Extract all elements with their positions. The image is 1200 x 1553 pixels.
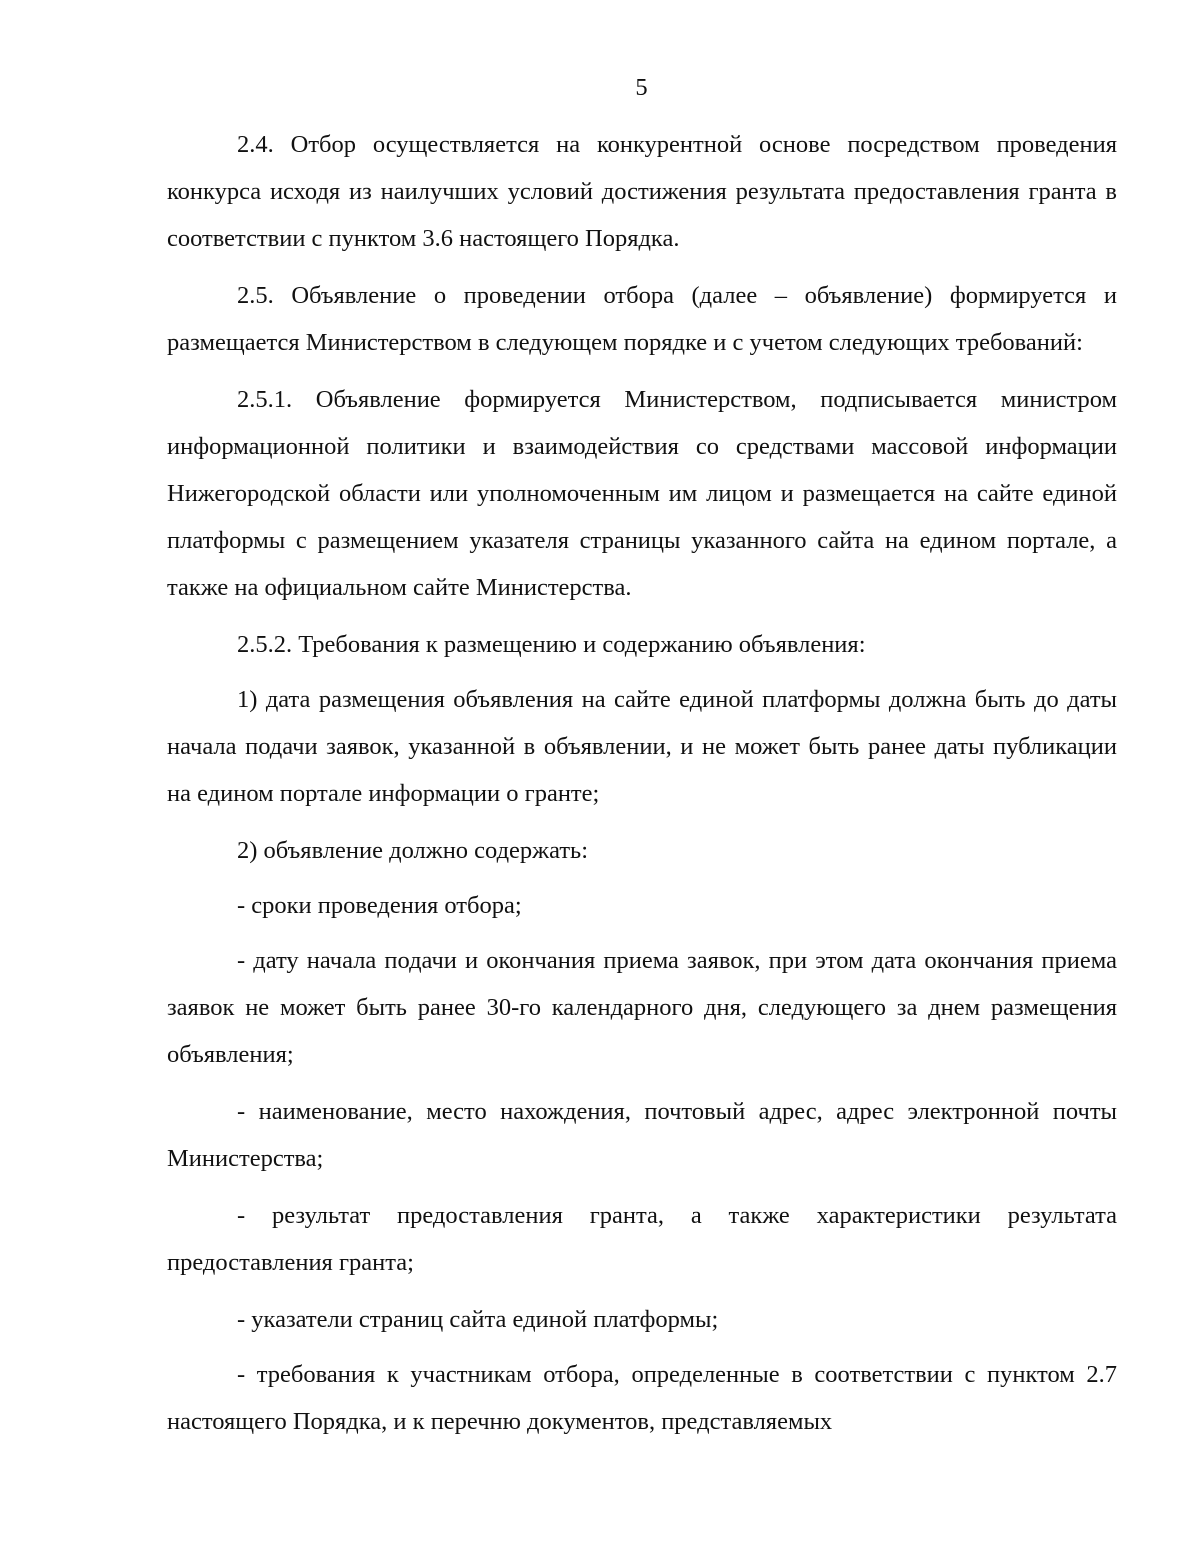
bullet-item-requirements: - требования к участникам отбора, определенные в соответствии с пунктом 2.7 настоящего Порядка, и к перечню документов, представляемых	[167, 1361, 1117, 1435]
list-item-2: 2) объявление должно содержать:	[237, 837, 589, 864]
bullet-item-dates: - дату начала подачи и окончания приема заявок, при этом дата окончания приема заявок не может быть ранее 30-го календарного дня, следующего за днем размещения объявления;	[167, 947, 1117, 1068]
paragraph-2-5-2: 2.5.2. Требования к размещению и содержанию объявления:	[237, 631, 866, 658]
list-item-1: 1) дата размещения объявления на сайте единой платформы должна быть до даты начала подачи заявок, указанной в объявлении, и не может быть ранее даты публикации на едином портале информации о гранте;	[167, 686, 1117, 807]
page-number: 5	[635, 74, 648, 101]
bullet-item-result: - результат предоставления гранта, а также характеристики результата предоставления гранта;	[167, 1202, 1117, 1276]
bullet-item-deadlines: - сроки проведения отбора;	[237, 892, 522, 919]
paragraph-2-5: 2.5. Объявление о проведении отбора (далее – объявление) формируется и размещается Министерством в следующем порядке и с учетом следующих требований:	[167, 282, 1117, 356]
paragraph-2-4: 2.4. Отбор осуществляется на конкурентной основе посредством проведения конкурса исходя из наилучших условий достижения результата предоставления гранта в соответствии с пунктом 3.6 настоящего Порядка.	[167, 131, 1117, 252]
document-body	[167, 121, 1117, 1455]
bullet-item-pointers: - указатели страниц сайта единой платформы;	[237, 1306, 719, 1333]
paragraph-2-5-1: 2.5.1. Объявление формируется Министерством, подписывается министром информационной политики и взаимодействия со средствами массовой информации Нижегородской области или уполномоченным им лицом и размещается на сайте единой платформы с размещением указателя страницы указанного сайта на едином портале, а также на официальном сайте Министерства.	[167, 386, 1117, 601]
bullet-item-address: - наименование, место нахождения, почтовый адрес, адрес электронной почты Министерства;	[167, 1098, 1117, 1172]
